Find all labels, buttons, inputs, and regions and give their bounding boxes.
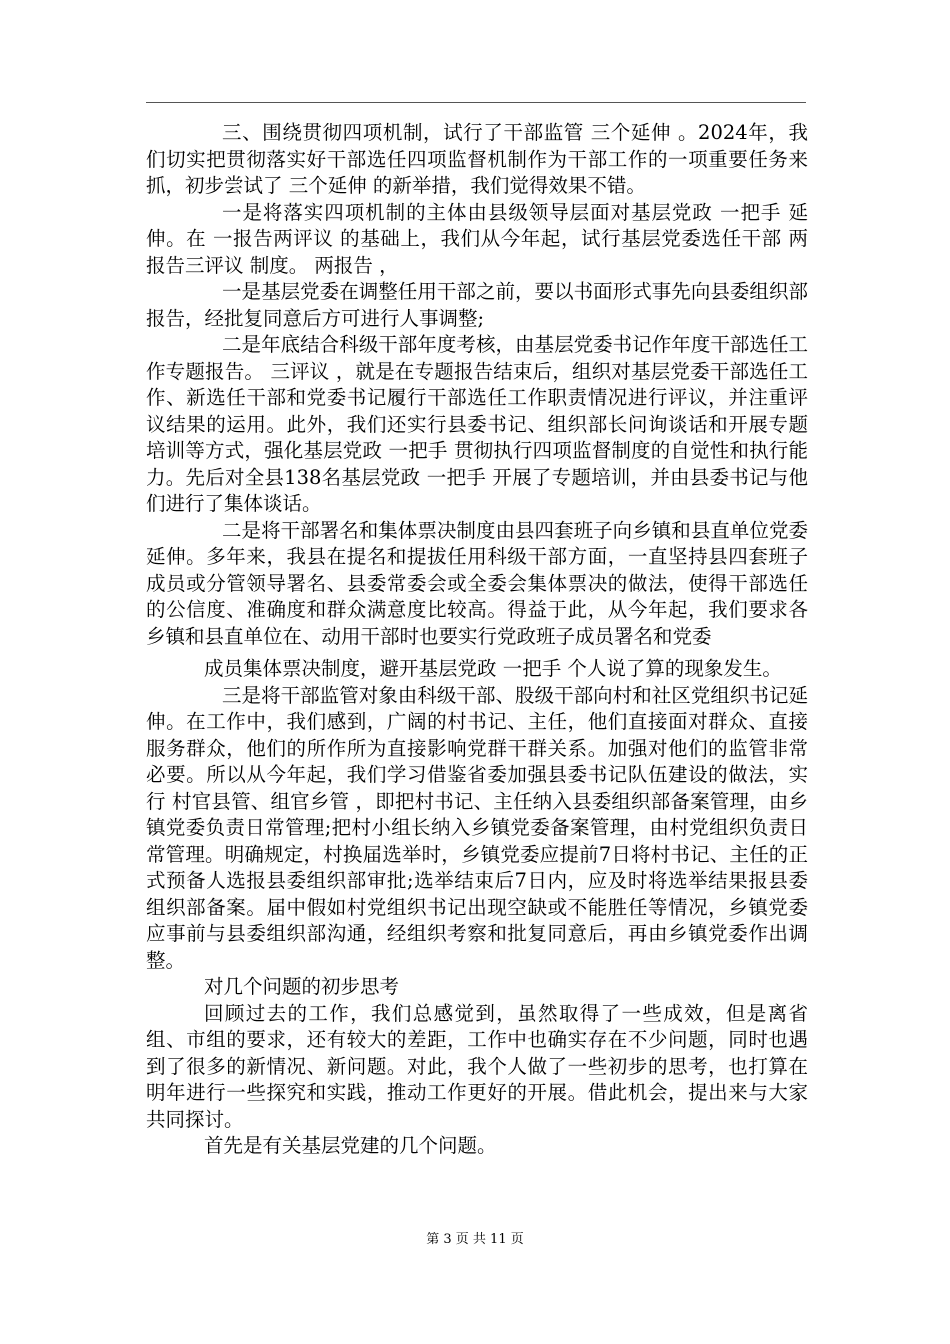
paragraph-three-extensions-intro: 三、围绕贯彻四项机制，试行了干部监管 三个延伸 。2024年，我们切实把贯彻落实好干部选任四项监督机制作为干部工作的一项重要任务来抓，初步尝试了 三个延伸 的新举措，我们觉得效果不错。 <box>146 121 808 197</box>
paragraph-second-extension: 二是将干部署名和集体票决制度由县四套班子向乡镇和县直单位党委延伸。多年来，我县在提名和提拔任用科级干部方面，一直坚持县四套班子成员或分管领导署名、县委常委会或全委会集体票决的做法，使得干部选任的公信度、准确度和群众满意度比较高。得益于此，从今年起，我们要求各乡镇和县直单位在、动用干部时也要实行党政班子成员署名和党委 <box>146 518 808 648</box>
paragraph-review: 回顾过去的工作，我们总感觉到，虽然取得了一些成效，但是离省组、市组的要求，还有较大的差距，工作中也确实存在不少问题，同时也遇到了很多的新情况、新问题。对此，我个人做了一些初步的思考，也打算在明年进行一些探究和实践，推动工作更好的开展。借此机会，提出来与大家共同探讨。 <box>146 1001 808 1131</box>
document-body <box>146 120 808 1160</box>
paragraph-first-extension: 一是将落实四项机制的主体由县级领导层面对基层党政 一把手 延伸。在 一报告两评议 的基础上，我们从今年起，试行基层党委选任干部 两报告三评议 制度。 两报告 ， <box>146 200 808 277</box>
page-number: 第 3 页 共 11 页 <box>426 1232 524 1247</box>
paragraph-second-report: 二是年底结合科级干部年度考核，由基层党委书记作年度干部选任工作专题报告。 三评议 ，就是在专题报告结束后，组织对基层党委干部选任工作、新选任干部和党委书记履行干部选任工作职责情况进行评议，并注重评议结果的运用。此外，我们还实行县委书记、组织部长问询谈话和开展专题培训等方式，强化基层党政 一把手 贯彻执行四项监督制度的自觉性和执行能力。先后对全县138名基层党政 一把手 开展了专题培训，并由县委书记与他们进行了集体谈话。 <box>146 333 808 515</box>
header-rule <box>146 102 806 103</box>
paragraph-continuation: 成员集体票决制度，避开基层党政 一把手 个人说了算的现象发生。 <box>204 657 782 680</box>
paragraph-third-extension: 三是将干部监管对象由科级干部、股级干部向村和社区党组织书记延伸。在工作中，我们感到，广阔的村书记、主任，他们直接面对群众、直接服务群众，他们的所作所为直接影响党群干群关系。加强对他们的监管非常必要。所以从今年起，我们学习借鉴省委加强县委书记队伍建设的做法，实行 村官县管、组官乡管 ，即把村书记、主任纳入县委组织部备案管理，由乡镇党委负责日常管理;把村小组长纳入乡镇党委备案管理，由村党组织负责日常管理。明确规定，村换届选举时，乡镇党委应提前7日将村书记、主任的正式预备人选报县委组织部审批;选举结束后7日内，应及时将选举结果报县委组织部备案。届中假如村党组织书记出现空缺或不能胜任等情况，乡镇党委应事前与县委组织部沟通，经组织考察和批复同意后，再由乡镇党委作出调整。 <box>146 683 808 972</box>
section-heading-reflections: 对几个问题的初步思考 <box>204 975 400 998</box>
paragraph-first-issue: 首先是有关基层党建的几个问题。 <box>204 1134 497 1157</box>
paragraph-first-report: 一是基层党委在调整任用干部之前，要以书面形式事先向县委组织部报告，经批复同意后方可进行人事调整; <box>146 280 808 330</box>
